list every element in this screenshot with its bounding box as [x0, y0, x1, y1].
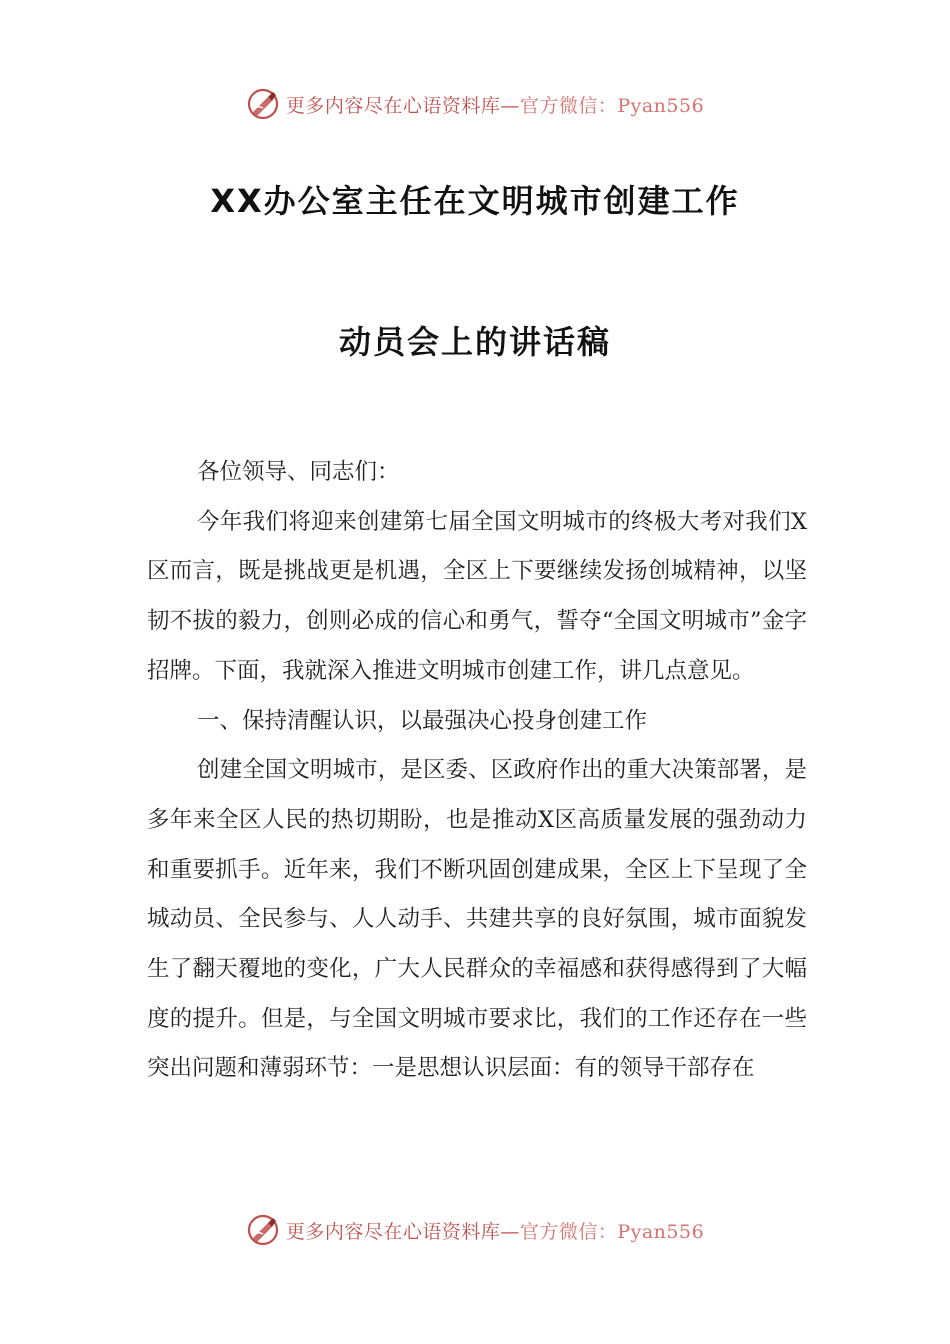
document-body	[147, 448, 807, 1094]
paragraph: 创建全国文明城市，是区委、区政府作出的重大决策部署，是多年来全区人民的热切期盼，也是推动X区高质量发展的强劲动力和重要抓手。近年来，我们不断巩固创建成果，全区上下呈现了全城动员、全民参与、人人动手、共建共享的良好氛围，城市面貌发生了翻天覆地的变化，广大人民群众的幸福感和获得感得到了大幅度的提升。但是，与全国文明城市要求比，我们的工作还存在一些突出问题和薄弱环节：一是思想认识层面：有的领导干部存在	[147, 757, 807, 1082]
banner-wechat: 官方微信：Pyan556	[519, 94, 705, 117]
document-title-line-2: 动员会上的讲话稿	[338, 323, 611, 361]
banner-text: 更多内容尽在心语资料库—官方微信：Pyan556	[285, 1220, 705, 1243]
document-title-line-1: XX办公室主任在文明城市创建工作	[210, 182, 740, 220]
section-heading: 一、保持清醒认识，以最强决心投身创建工作	[197, 707, 648, 734]
greeting: 各位领导、同志们：	[197, 459, 400, 485]
paragraph: 今年我们将迎来创建第七届全国文明城市的终极大考对我们X区而言，既是挑战更是机遇，全区上下要继续发扬创城精神，以坚韧不拔的毅力，创则必成的信心和勇气，誓夺“全国文明城市”金字招牌。下面，我就深入推进文明城市创建工作，讲几点意见。	[147, 508, 807, 684]
pen-logo-icon	[246, 1213, 280, 1247]
pen-logo-icon	[246, 87, 280, 121]
banner-text: 更多内容尽在心语资料库—官方微信：Pyan556	[285, 94, 705, 117]
banner-wechat: 官方微信：Pyan556	[519, 1220, 705, 1243]
footer-banner	[0, 1210, 950, 1250]
header-banner	[0, 84, 950, 124]
